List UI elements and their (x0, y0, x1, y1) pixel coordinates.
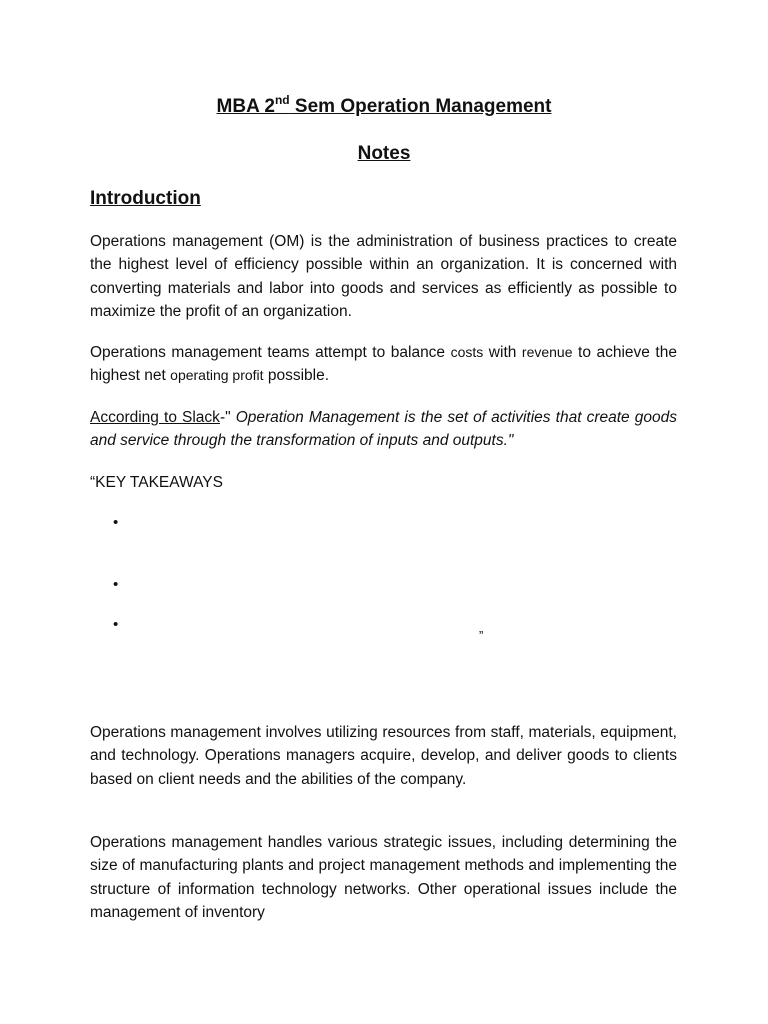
intro-paragraph: Operations management (OM) is the administration of business practices to create the highest level of efficiency possible within an organization. It is concerned with converting materials and labor into goods and services as efficiently as possible to maximize the profit of an organization. (90, 233, 677, 320)
document-title: MBA 2nd Sem Operation Management (216, 92, 552, 117)
slack-reference: According to Slack (90, 409, 220, 426)
bullet-marker: • (113, 616, 119, 633)
strategic-issues-paragraph: Operations management handles various strategic issues, including determining the size of manufacturing plants and project management methods and implementing the structure of information technology networks. Other operational issues include the management of inventory (90, 834, 677, 921)
document-subtitle: Notes (357, 143, 411, 164)
slack-definition: According to Slack-" Operation Management is the set of activities that create goods and service through the transformation of inputs and outputs." (90, 409, 677, 450)
term-costs: costs (450, 344, 484, 360)
balance-paragraph: Operations management teams attempt to balance costs with revenue to achieve the highest net operating profit possible. (90, 344, 677, 385)
resources-paragraph: Operations management involves utilizing resources from staff, materials, equipment, and technology. Operations managers acquire, develop, and deliver goods to clients based on client needs and the abilities of the company. (90, 724, 677, 788)
term-revenue: revenue (521, 344, 573, 360)
key-takeaways-heading: “KEY TAKEAWAYS (90, 474, 223, 491)
section-heading-introduction: Introduction (90, 188, 201, 209)
term-operating-profit: operating profit (170, 367, 264, 384)
slack-quote-text: Operation Management is the set of activities that create goods and service through the transformation of inputs and outputs." (90, 409, 677, 450)
bullet-marker: • (113, 514, 119, 531)
bullet-marker: • (113, 576, 119, 593)
title-superscript: nd (274, 92, 290, 107)
closing-quote-mark: ” (479, 628, 484, 643)
